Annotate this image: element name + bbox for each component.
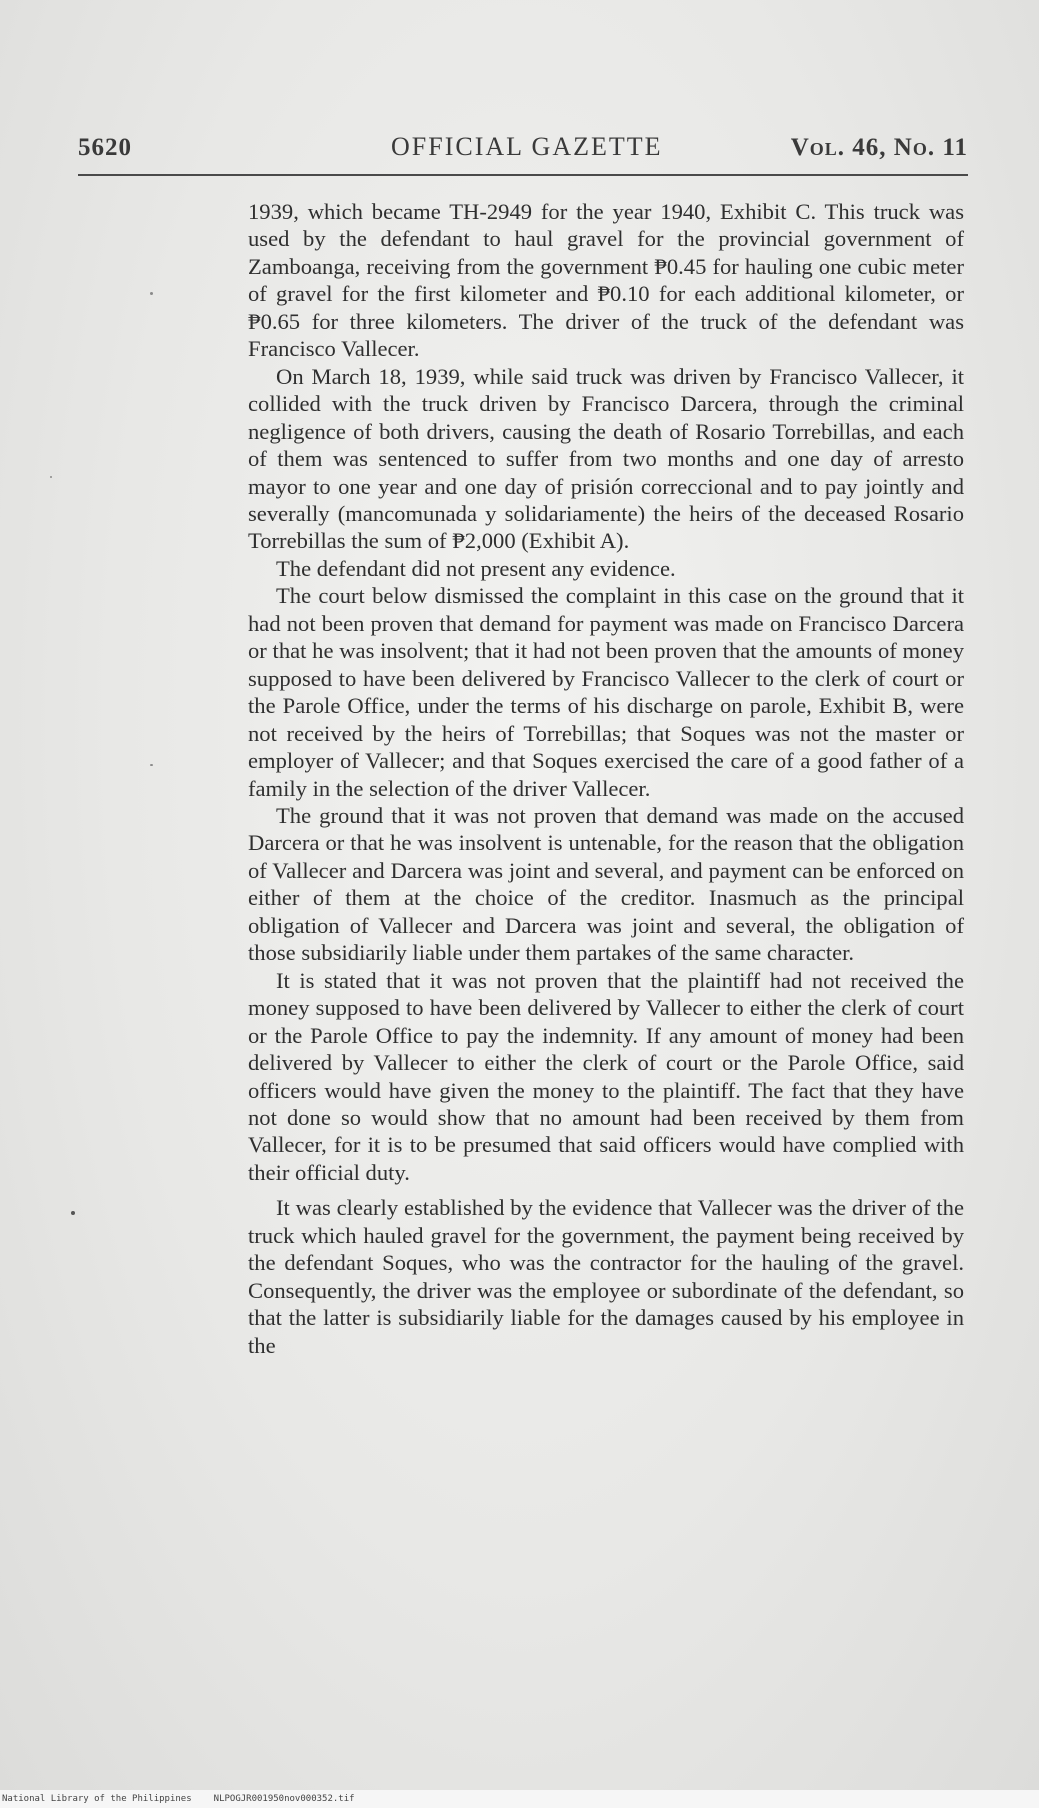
paragraph: It was clearly established by the evidence that Vallecer was the driver of the truck which hauled gravel for the government, the payment being received by the defendant Soques, who was the contractor for the hauling of the gravel. Consequently, the driver was the employee or subordinate of the defendant, so that the latter is subsidiarily liable for the damages caused by his employee in the: [248, 1195, 964, 1358]
volume-number: Vol. 46, No. 11: [790, 134, 968, 161]
article-body: [248, 198, 964, 1359]
scan-speck: [71, 1211, 75, 1215]
page-header: [78, 128, 968, 168]
scan-footer: [0, 1790, 1039, 1808]
publication-title: OFFICIAL GAZETTE: [391, 132, 663, 161]
scan-speck: [50, 476, 52, 478]
paragraph: On March 18, 1939, while said truck was driven by Francisco Vallecer, it collided with the truck driven by Francisco Darcera, through the criminal negligence of both drivers, causing the death of Rosario Torrebillas, and each of them was sentenced to suffer from two months and one day of arresto mayor to one year and one day of prisión correccional and to pay jointly and severally (mancomunada y solidariamente) the heirs of the deceased Rosario Torrebillas the sum of ₱2,000 (Exhibit A).: [248, 363, 964, 554]
header-rule: [78, 174, 968, 176]
paragraph: The ground that it was not proven that demand was made on the accused Darcera or that he was insolvent is untenable, for the reason that the obligation of Vallecer and Darcera was joint and several, and payment can be enforced on either of them at the choice of the creditor. Inasmuch as the principal obligation of Vallecer and Darcera was joint and several, the obligation of those subsidiarily liable under them partakes of the same character.: [248, 802, 964, 966]
paragraph: The court below dismissed the complaint in this case on the ground that it had not been proven that demand for payment was made on Francisco Darcera or that he was insolvent; that it had not been proven that the amounts of money supposed to have been delivered by Francisco Vallecer to the clerk of court or the Parole Office, under the terms of his discharge on parole, Exhibit B, were not received by the heirs of Torrebillas; that Soques was not the master or employer of Vallecer; and that Soques exercised the care of a good father of a family in the selection of the driver Vallecer.: [248, 583, 964, 801]
library-credit: National Library of the Philippines: [2, 1794, 192, 1804]
file-name: NLPOGJR001950nov000352.tif: [213, 1794, 355, 1804]
page-number: 5620: [78, 134, 132, 161]
paragraph: The defendant did not present any evidence.: [276, 555, 676, 581]
paragraph: It is stated that it was not proven that the plaintiff had not received the money supposed to have been delivered by Vallecer to either the clerk of court or the Parole Office to pay the indemnity. If any amount of money had been delivered by Vallecer to either the clerk of court or the Parole Office, said officers would have given the money to the plaintiff. The fact that they have not done so would show that no amount had been received by them from Vallecer, for it is to be presumed that said officers would have complied with their official duty.: [248, 967, 964, 1185]
scan-speck: [150, 292, 153, 295]
scan-speck: [150, 764, 153, 766]
paragraph-continued: 1939, which became TH-2949 for the year 1940, Exhibit C. This truck was used by the defendant to haul gravel for the provincial government of Zamboanga, receiving from the government ₱0.45 for hauling one cubic meter of gravel for the first kilometer and ₱0.10 for each additional kilometer, or ₱0.65 for three kilometers. The driver of the truck of the defendant was Francisco Vallecer.: [248, 199, 964, 362]
